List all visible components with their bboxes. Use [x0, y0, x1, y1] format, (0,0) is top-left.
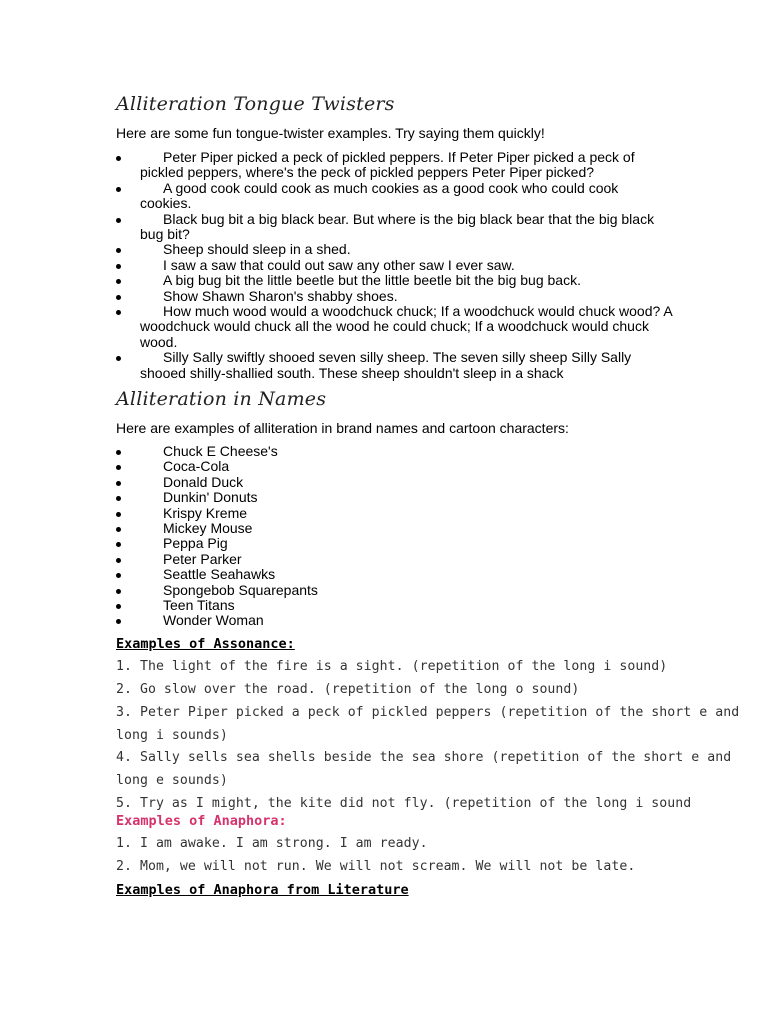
- bullet-icon: [116, 310, 121, 315]
- bullet-icon: [116, 279, 121, 284]
- bullet-icon: [116, 619, 121, 624]
- list-item: How much wood would a woodchuck chuck; If a woodchuck would chuck wood? A woodchuck would chuck all the wood he could chuck; If a woodchuck would chuck wood.: [116, 304, 672, 350]
- list-item: Peppa Pig: [116, 536, 672, 551]
- bullet-icon: [116, 295, 121, 300]
- heading-examples-of-assonance: Examples of Assonance:: [116, 636, 295, 652]
- list-item: Silly Sally swiftly shooed seven silly sheep. The seven silly sheep Silly Sally shooed shilly-shallied south. These sheep shouldn't sleep in a shack: [116, 350, 672, 381]
- names-list: [116, 444, 672, 629]
- assonance-line: 5. Try as I might, the kite did not fly. (repetition of the long i sound: [116, 796, 692, 811]
- list-item: Sheep should sleep in a shed.: [116, 242, 672, 257]
- list-item: Wonder Woman: [116, 613, 672, 628]
- anaphora-line: 1. I am awake. I am strong. I am ready.: [116, 836, 428, 851]
- list-item: Krispy Kreme: [116, 506, 672, 521]
- bullet-icon: [116, 527, 121, 532]
- list-item: Teen Titans: [116, 598, 672, 613]
- names-intro: Here are examples of alliteration in brand names and cartoon characters:: [116, 420, 569, 436]
- list-item: Black bug bit a big black bear. But where is the big black bear that the big black bug bit?: [116, 212, 672, 243]
- bullet-icon: [116, 573, 121, 578]
- list-item: Spongebob Squarepants: [116, 583, 672, 598]
- tongue-twisters-list: [116, 150, 672, 381]
- bullet-icon: [116, 604, 121, 609]
- anaphora-line: 2. Mom, we will not run. We will not scream. We will not be late.: [116, 859, 636, 874]
- list-item: Dunkin' Donuts: [116, 490, 672, 505]
- assonance-line: long e sounds): [116, 773, 228, 788]
- bullet-icon: [116, 512, 121, 517]
- bullet-icon: [116, 264, 121, 269]
- list-item: Coca-Cola: [116, 459, 672, 474]
- assonance-line: 1. The light of the fire is a sight. (repetition of the long i sound): [116, 659, 668, 674]
- bullet-icon: [116, 356, 121, 361]
- list-item: Chuck E Cheese's: [116, 444, 672, 459]
- bullet-icon: [116, 542, 121, 547]
- assonance-line: 3. Peter Piper picked a peck of pickled peppers (repetition of the short e and: [116, 705, 740, 720]
- list-item: Peter Piper picked a peck of pickled peppers. If Peter Piper picked a peck of pickled peppers, where's the peck of pickled peppers Peter Piper picked?: [116, 150, 672, 181]
- bullet-icon: [116, 465, 121, 470]
- heading-examples-of-anaphora: Examples of Anaphora:: [116, 813, 287, 829]
- bullet-icon: [116, 481, 121, 486]
- list-item: A good cook could cook as much cookies as a good cook who could cook cookies.: [116, 181, 672, 212]
- list-item: Show Shawn Sharon's shabby shoes.: [116, 289, 672, 304]
- list-item: A big bug bit the little beetle but the little beetle bit the big bug back.: [116, 273, 672, 288]
- list-item: I saw a saw that could out saw any other saw I ever saw.: [116, 258, 672, 273]
- tongue-twisters-intro: Here are some fun tongue-twister examples. Try saying them quickly!: [116, 125, 545, 141]
- list-item: Mickey Mouse: [116, 521, 672, 536]
- bullet-icon: [116, 218, 121, 223]
- bullet-icon: [116, 156, 121, 161]
- bullet-icon: [116, 589, 121, 594]
- bullet-icon: [116, 450, 121, 455]
- list-item: Seattle Seahawks: [116, 567, 672, 582]
- assonance-line: 2. Go slow over the road. (repetition of the long o sound): [116, 682, 580, 697]
- assonance-line: long i sounds): [116, 728, 228, 743]
- list-item: Donald Duck: [116, 475, 672, 490]
- assonance-line: 4. Sally sells sea shells beside the sea shore (repetition of the short e and: [116, 750, 732, 765]
- bullet-icon: [116, 187, 121, 192]
- bullet-icon: [116, 558, 121, 563]
- heading-alliteration-tongue-twisters: Alliteration Tongue Twisters: [116, 93, 395, 115]
- bullet-icon: [116, 248, 121, 253]
- list-item: Peter Parker: [116, 552, 672, 567]
- bullet-icon: [116, 496, 121, 501]
- heading-alliteration-in-names: Alliteration in Names: [116, 388, 327, 410]
- heading-examples-of-anaphora-from-literature: Examples of Anaphora from Literature: [116, 882, 409, 898]
